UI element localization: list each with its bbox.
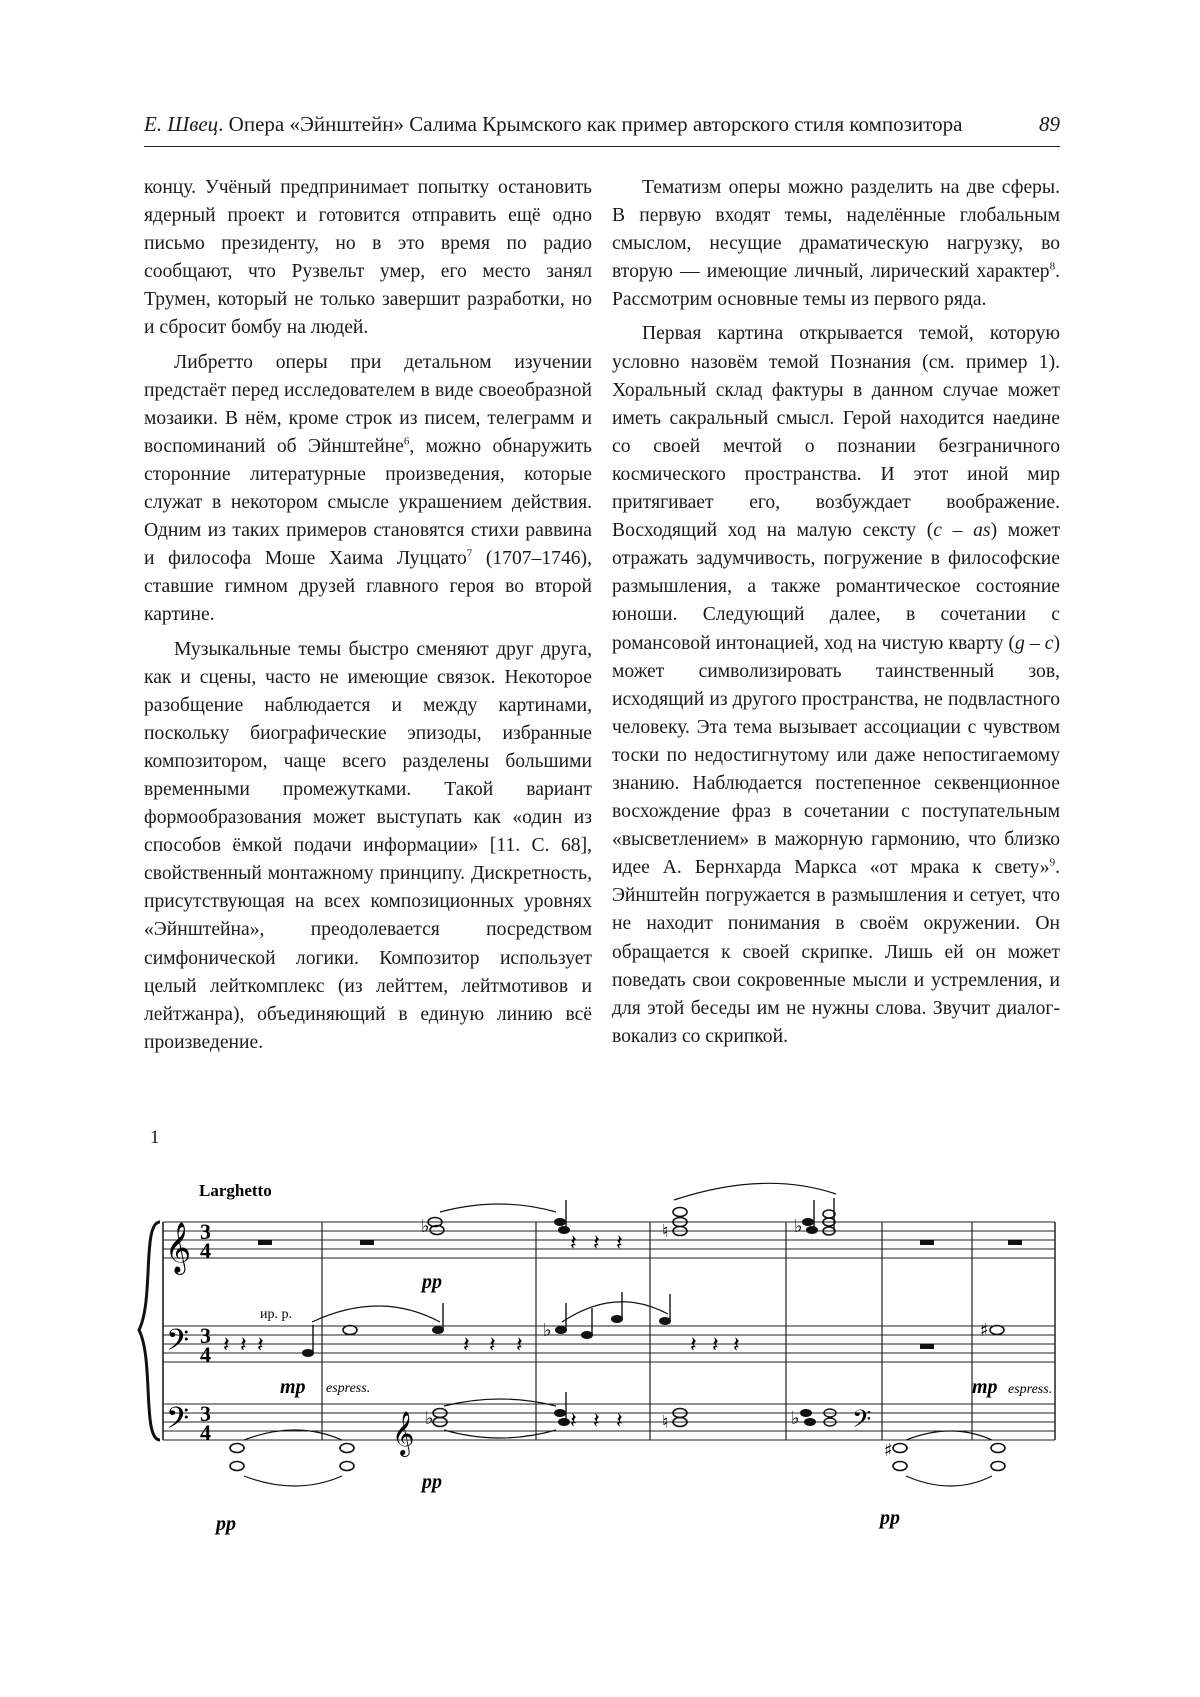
right-paragraph-1 [612, 174, 1060, 314]
header-rule [144, 146, 1060, 147]
system-brace [139, 1222, 160, 1440]
left-paragraph-1: концу. Учёный предпринимает попытку остановить ядерный проект и готовится отправить ещё одно письмо президенту, но в это время по радио сообщают, что Рузвельт умер, его место занял Трумен, который не только завершит разработки, но и сбросит бомбу на людей. [144, 177, 592, 339]
right-p2-text-c: ) может символизировать таинственный зов, исходящий из другого пространства, не подвластного человеку. Эта тема вызывает ассоциации с чувством тоски по недостигнутому или даже непостигаемому знанию. Наблюдается постепенное секвенционное восхождение фраз в сочетании с поступательным «высветлением» в мажорную гармонию, что близко идее А. Бернхарда Маркса «от мрака к свету» [612, 632, 1061, 879]
left-column [144, 174, 592, 1057]
treble-clef-icon: 𝄞 [392, 1411, 415, 1455]
left-p2-text-c: (1707–1746), ставшие гимном друзей главного героя во второй картине. [144, 548, 592, 626]
svg-text:𝄽: 𝄽 [733, 1333, 740, 1358]
svg-text:𝄽: 𝄽 [616, 1231, 623, 1256]
svg-text:𝄽: 𝄽 [593, 1231, 600, 1256]
right-p2-text-b: ) может отражать задумчивость, погружение в философские размышления, а также романтическое состояние юноши. Следующий далее, в сочетании с романсовой интонацией, ход на чистую кварту ( [612, 520, 1061, 654]
svg-text:𝄽: 𝄽 [240, 1333, 247, 1358]
dynamic-mp: mp [280, 1376, 306, 1398]
articulation-mark: ир. р. [260, 1307, 292, 1322]
dynamic-pp: pp [216, 1513, 236, 1535]
svg-text:𝄽: 𝄽 [570, 1231, 577, 1256]
staff-1-filled-notes [554, 1198, 834, 1234]
left-p2-text-b: , можно обнаружить сторонние литературные произведения, которые служат в некотором смысле украшением действия. Одним из таких примеров становятся стихи раввина и философа Моше Хаима Луццато [144, 435, 592, 570]
footnote-ref-6[interactable]: 6 [403, 435, 410, 448]
right-p1-text-b: . Рассмотрим основные темы из первого ряда. [612, 261, 1060, 311]
flat-icon: ♭ [421, 1216, 430, 1237]
time-signature-top: 3 [200, 1401, 211, 1426]
interval-g-c: g – c [1015, 632, 1054, 654]
expression-espress: espress. [326, 1381, 371, 1396]
right-p2-text-a: Первая картина открывается темой, которую условно назовём темой Познания (см. пример 1). Хоральный склад фактуры в данном случае может иметь сакральный смысл. Герой находится наедине со своей мечтой о познании безграничного космического пространства. И этот иной мир притягивает его, возбуждает воображение. Восходящий ход на малую сексту ( [612, 323, 1060, 542]
svg-text:𝄽: 𝄽 [593, 1409, 600, 1434]
flat-icon: ♭ [543, 1320, 552, 1341]
header-title: . Опера «Эйнштейн» Салима Крымского как пример авторского стиля композитора [218, 112, 963, 136]
page-number: 89 [1039, 112, 1060, 136]
left-paragraph-3: Музыкальные темы быстро сменяют друг друга, как и сцены, часто не имеющие связок. Некоторое разобщение наблюдается и между картинами, поскольку биографические эпизоды, избранные композитором, чаще всего разделены большими временными промежутками. Такой вариант формообразования может выступать как «один из способов ёмкой подачи информации» [11. С. 68], свойственный монтажному принципу. Дискретность, присутствующая на всех композиционных уровнях «Эйнштейна», преодолевается посредством симфонической логики. Композитор использует целый лейткомплекс (из лейттем, лейтмотивов и лейтжанра), объединяющий в единую линию всё произведение. [144, 638, 592, 1053]
time-signature-bottom: 4 [200, 1342, 211, 1367]
music-example-score [0, 1160, 1200, 1540]
svg-text:𝄽: 𝄽 [616, 1409, 623, 1434]
expression-espress: espress. [1008, 1382, 1053, 1397]
slur-arc [674, 1183, 836, 1200]
flat-icon: ♭ [794, 1216, 803, 1237]
left-paragraph-2 [144, 349, 592, 630]
slur-arc [312, 1306, 440, 1322]
tie-arc [906, 1431, 992, 1440]
time-signature-bottom: 4 [200, 1420, 211, 1445]
sharp-icon: ♯ [884, 1440, 893, 1461]
time-signature-top: 3 [200, 1323, 211, 1348]
svg-text:𝄽: 𝄽 [712, 1333, 719, 1358]
dynamic-pp: pp [422, 1271, 442, 1293]
header-author: Е. Швец [144, 112, 219, 136]
treble-clef-icon: 𝄞 [165, 1222, 192, 1273]
natural-icon: ♮ [662, 1412, 669, 1433]
svg-text:𝄽: 𝄽 [223, 1333, 230, 1358]
running-header [144, 112, 1060, 136]
svg-text:𝄽: 𝄽 [516, 1333, 523, 1358]
footnote-ref-9[interactable]: 9 [1049, 856, 1056, 869]
tempo-marking: Larghetto [199, 1181, 272, 1200]
svg-text:𝄽: 𝄽 [463, 1333, 470, 1358]
time-signature-bottom: 4 [200, 1238, 211, 1263]
flat-icon: ♭ [425, 1408, 434, 1429]
tie-arc [906, 1476, 992, 1486]
right-p1-text-a: Тематизм оперы можно разделить на две сферы. В первую входят темы, наделённые глобальным смыслом, несущие драматическую нагрузку, во вторую — имеющие личный, лирический характер [612, 177, 1060, 283]
svg-text:𝄽: 𝄽 [570, 1409, 577, 1434]
bass-clef-icon: 𝄢 [166, 1324, 190, 1365]
dynamic-pp: pp [880, 1507, 900, 1529]
right-p2-text-d: . Эйнштейн погружается в размышления и сетует, что не находит понимания в своём окружении. Он обращается к своей скрипке. Лишь ей он может поведать свои сокровенные мысли и устремления, и для этой беседы им не нужны слова. Звучит диалог-вокализ со скрипкой. [612, 857, 1060, 1047]
staff-2-notes [302, 1292, 1004, 1357]
sharp-icon: ♯ [980, 1320, 989, 1341]
dynamic-pp: pp [422, 1471, 442, 1493]
tie-arc [440, 1204, 556, 1212]
right-paragraph-2 [612, 320, 1060, 1050]
natural-icon: ♮ [662, 1221, 669, 1242]
interval-c-as: c – as [933, 520, 991, 542]
footnote-ref-7[interactable]: 7 [466, 547, 473, 560]
time-signature-top: 3 [200, 1219, 211, 1244]
bass-clef-icon: 𝄢 [852, 1405, 872, 1440]
tie-arc [244, 1476, 342, 1486]
dynamic-mp: mp [972, 1376, 998, 1398]
bass-clef-icon: 𝄢 [166, 1402, 190, 1443]
whole-rests [258, 1240, 1022, 1349]
footnote-ref-8[interactable]: 8 [1049, 260, 1056, 273]
right-column [612, 174, 1060, 1051]
svg-text:𝄽: 𝄽 [257, 1333, 264, 1358]
tie-arc [444, 1399, 556, 1406]
left-p2-text-a: Либретто оперы при детальном изучении предстаёт перед исследователем в виде своеобразной мозаики. В нём, кроме строк из писем, телеграмм и воспоминаний об Эйнштейне [144, 351, 592, 457]
flat-icon: ♭ [791, 1408, 800, 1429]
svg-text:𝄽: 𝄽 [690, 1333, 697, 1358]
example-number: 1 [150, 1127, 160, 1148]
svg-text:𝄽: 𝄽 [489, 1333, 496, 1358]
